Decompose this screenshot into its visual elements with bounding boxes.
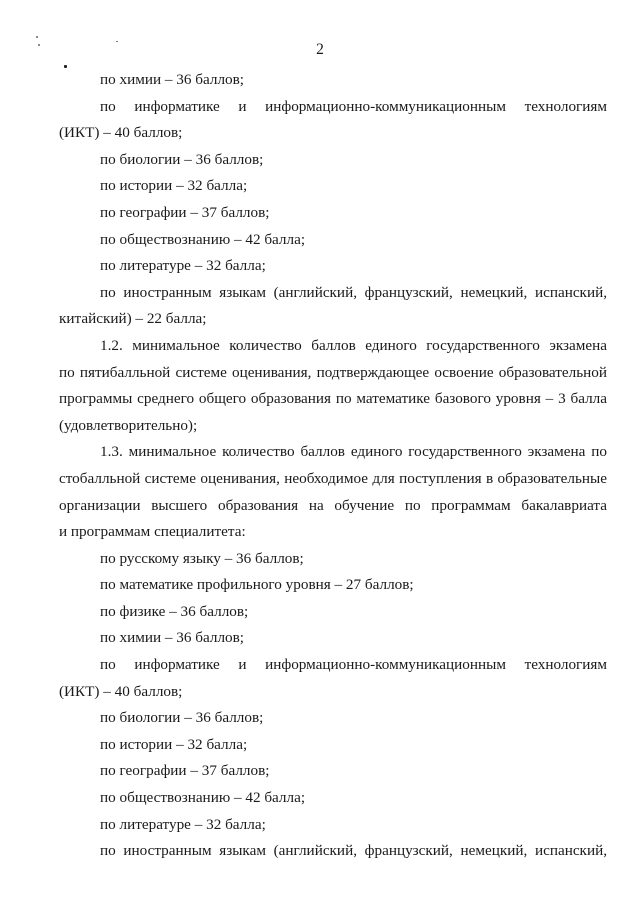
text-line: по географии – 37 баллов; [100,203,270,221]
text-line: (удовлетворительно); [59,416,198,434]
text-line: по русскому языку – 36 баллов; [100,549,304,567]
text-line: по информатике и информационно-коммуникационным технологиям [100,656,607,674]
text-line: по химии – 36 баллов; [100,629,245,647]
text-line: по биологии – 36 баллов; [100,150,264,168]
text-line: по биологии – 36 баллов; [100,709,264,727]
text-line: программы среднего общего образования по математике базового уровня – 3 балла [59,390,607,408]
text-line: китайский) – 22 балла; [59,310,207,328]
text-line: по химии – 36 баллов; [100,71,245,88]
text-line: по литературе – 32 балла; [100,815,266,833]
text-line: по обществознанию – 42 балла; [100,789,306,807]
text-line: по пятибалльной системе оценивания, подтверждающее освоение образовательной [59,363,607,381]
text-line: стобалльной системе оценивания, необходимое для поступления в образовательные [59,469,607,487]
text-line: по информатике и информационно-коммуникационным технологиям [100,97,607,115]
text-line: по литературе – 32 балла; [100,257,266,275]
text-line: по географии – 37 баллов; [100,762,270,780]
document-body [59,67,607,865]
text-line: по истории – 32 балла; [100,735,248,753]
text-line: по обществознанию – 42 балла; [100,230,306,248]
page-number: 2 [316,41,324,58]
text-line: по иностранным языкам (английский, французский, немецкий, испанский, [100,283,607,301]
text-line: по математике профильного уровня – 27 баллов; [100,576,414,594]
scan-speck [36,36,38,38]
text-line: по иностранным языкам (английский, французский, немецкий, испанский, [100,842,607,860]
text-line: (ИКТ) – 40 баллов; [59,682,183,700]
text-line: 1.3. минимальное количество баллов единого государственного экзамена по [100,443,607,461]
text-line: 1.2. минимальное количество баллов единого государственного экзамена [100,336,607,354]
text-line: организации высшего образования на обучение по программам бакалавриата [59,496,607,514]
text-line: (ИКТ) – 40 баллов; [59,124,183,142]
text-line: по истории – 32 балла; [100,177,248,195]
text-line: по физике – 36 баллов; [100,602,249,620]
text-line: и программам специалитета: [59,523,246,541]
